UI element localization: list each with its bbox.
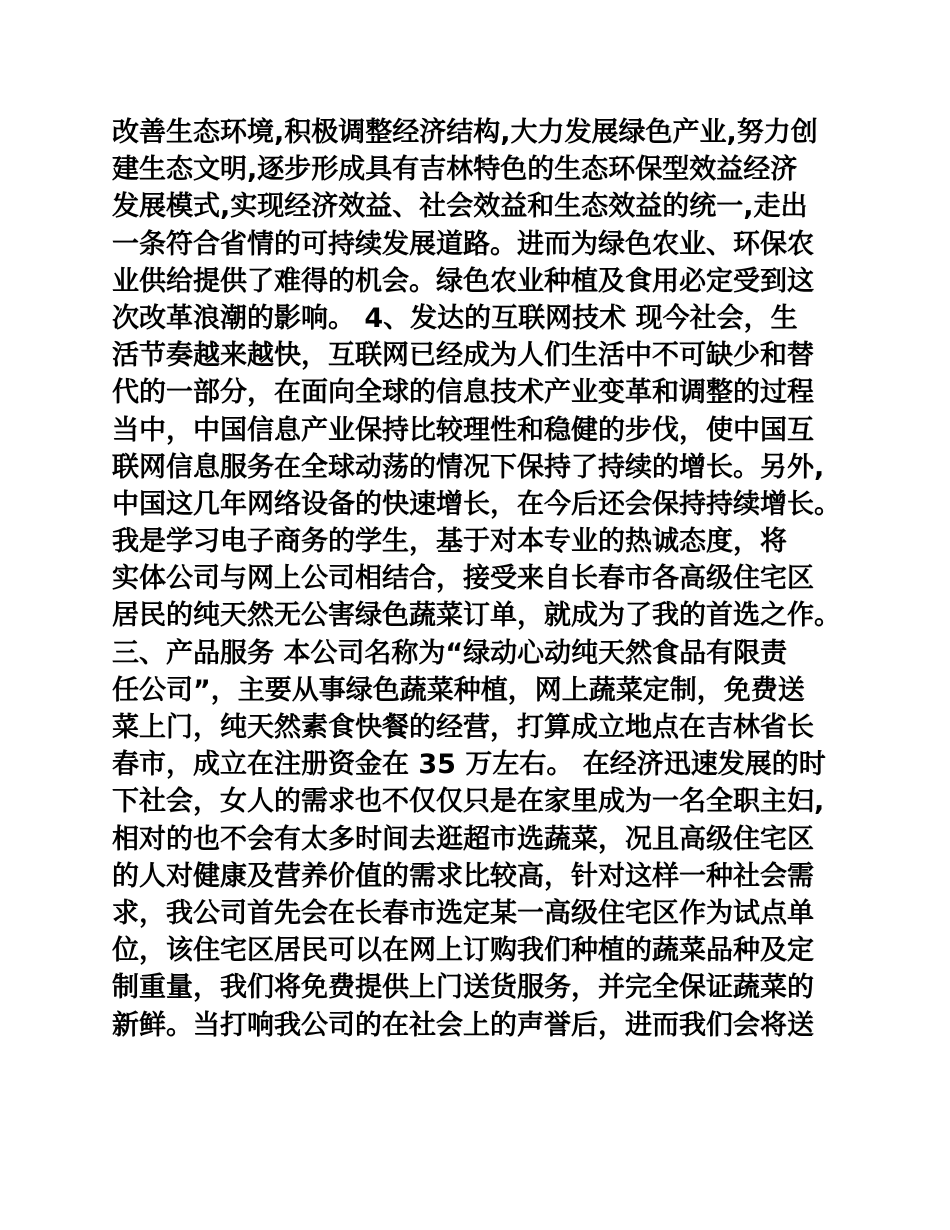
text-line: 业供给提供了难得的机会。绿色农业种植及食用必定受到这 xyxy=(112,265,814,297)
text-line: 活节奏越来越快，互联网已经成为人们生活中不可缺少和替 xyxy=(112,340,814,372)
text-line: 我是学习电子商务的学生，基于对本专业的热诚态度，将 xyxy=(112,526,787,558)
text-line: 次改革浪潮的影响。 4、发达的互联网技术 现今社会，生 xyxy=(112,302,798,334)
text-line: 春市，成立在注册资金在 35 万左右。 在经济迅速发展的时 xyxy=(112,749,826,781)
text-line: 一条符合省情的可持续发展道路。进而为绿色农业、环保农 xyxy=(112,228,814,260)
text-line: 建生态文明,逐步形成具有吉林特色的生态环保型效益经济 xyxy=(112,154,798,186)
text-line: 的人对健康及营养价值的需求比较高，针对这样一种社会需 xyxy=(112,860,814,892)
text-line: 菜上门，纯天然素食快餐的经营，打算成立地点在吉林省长 xyxy=(112,712,814,743)
text-line: 制重量，我们将免费提供上门送货服务，并完全保证蔬菜的 xyxy=(112,972,814,1004)
text-line: 发展模式,实现经济效益、社会效益和生态效益的统一,走出 xyxy=(112,191,808,223)
text-line: 居民的纯天然无公害绿色蔬菜订单，就成为了我的首选之作。 xyxy=(112,600,841,632)
text-line: 中国这几年网络设备的快速增长，在今后还会保持持续增长。 xyxy=(112,488,841,520)
text-line: 当中，中国信息产业保持比较理性和稳健的步伐，使中国互 xyxy=(112,414,814,446)
text-line: 相对的也不会有太多时间去逛超市选蔬菜，况且高级住宅区 xyxy=(112,823,814,855)
text-line: 任公司”，主要从事绿色蔬菜种植，网上蔬菜定制，免费送 xyxy=(112,674,805,706)
text-line: 下社会，女人的需求也不仅仅只是在家里成为一名全职主妇, xyxy=(112,786,825,818)
text-line: 代的一部分，在面向全球的信息技术产业变革和调整的过程 xyxy=(112,377,814,409)
text-line: 实体公司与网上公司相结合，接受来自长春市各高级住宅区 xyxy=(112,563,814,595)
text-line: 求，我公司首先会在长春市选定某一高级住宅区作为试点单 xyxy=(112,897,814,929)
body-text xyxy=(112,114,872,1044)
text-line: 三、产品服务 本公司名称为“绿动心动纯天然食品有限责 xyxy=(112,637,788,669)
text-line: 位，该住宅区居民可以在网上订购我们种植的蔬菜品种及定 xyxy=(112,935,814,967)
text-line: 联网信息服务在全球动荡的情况下保持了持续的增长。另外, xyxy=(112,451,825,483)
text-line: 改善生态环境,积极调整经济结构,大力发展绿色产业,努力创 xyxy=(112,117,818,148)
text-line: 新鲜。当打响我公司的在社会上的声誉后，进而我们会将送 xyxy=(112,1009,814,1041)
